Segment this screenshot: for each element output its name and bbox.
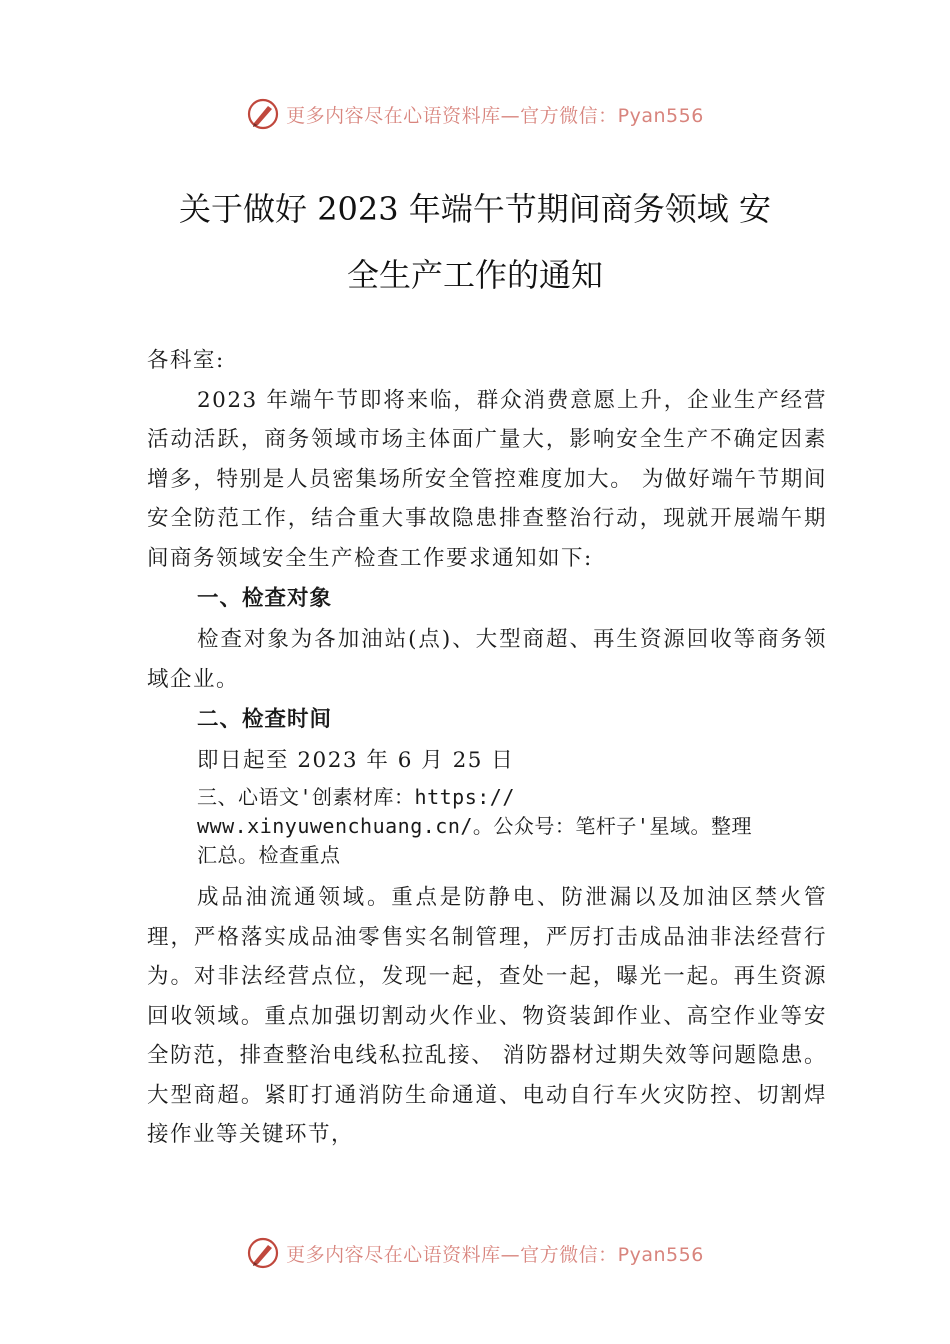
salutation: 各科室: [147, 348, 225, 373]
banner-text: 更多内容尽在心语资料库—官方微信：Pyan556 [286, 1243, 704, 1266]
section1-heading: 一、检查对象 [197, 586, 333, 611]
section3-heading [147, 783, 827, 870]
section3-line1: 三、心语文'创素材库：https:// [197, 785, 515, 809]
intro-paragraph: 2023 年端午节即将来临，群众消费意愿上升，企业生产经营活动活跃，商务领域市场主体面广量大，影响安全生产不确定因素增多，特别是人员密集场所安全管控难度加大。 为做好端午节期间安全防范工作，结合重大事故隐患排查整治行动，现就开展端午期间商务领域安全生产检查工作要求通知如下: [147, 387, 827, 571]
document-body [147, 341, 827, 1155]
document-title-line1: 关于做好 2023 年端午节期间商务领域 安 [179, 190, 771, 228]
banner-text: 更多内容尽在心语资料库—官方微信：Pyan556 [286, 104, 704, 127]
document-title-line2: 全生产工作的通知 [346, 256, 603, 294]
section3-body: 成品油流通领域。重点是防静电、防泄漏以及加油区禁火管理，严格落实成品油零售实名制管理，严厉打击成品油非法经营行为。对非法经营点位，发现一起，查处一起，曝光一起。再生资源回收领域。重点加强切割动火作业、物资装卸作业、高空作业等安全防范，排查整治电线私拉乱接、 消防器材过期失效等问题隐患。大型商超。紧盯打通消防生命通道、电动自行车火灾防控、切割焊接作业等关键环节， [147, 885, 827, 1147]
pen-logo-icon [246, 97, 280, 131]
pen-logo-icon [246, 1236, 280, 1270]
footer-banner [0, 1233, 950, 1273]
section3-line2: www.xinyuwenchuang.cn/。公众号：笔杆子'星域。整理 [197, 814, 752, 838]
section2-body: 即日起至 2023 年 6 月 25 日 [197, 748, 515, 773]
section2-heading: 二、检查时间 [197, 707, 333, 732]
section3-line3: 汇总。检查重点 [197, 843, 341, 867]
header-banner [0, 94, 950, 134]
section1-body: 检查对象为各加油站(点)、大型商超、再生资源回收等商务领域企业。 [147, 627, 827, 692]
